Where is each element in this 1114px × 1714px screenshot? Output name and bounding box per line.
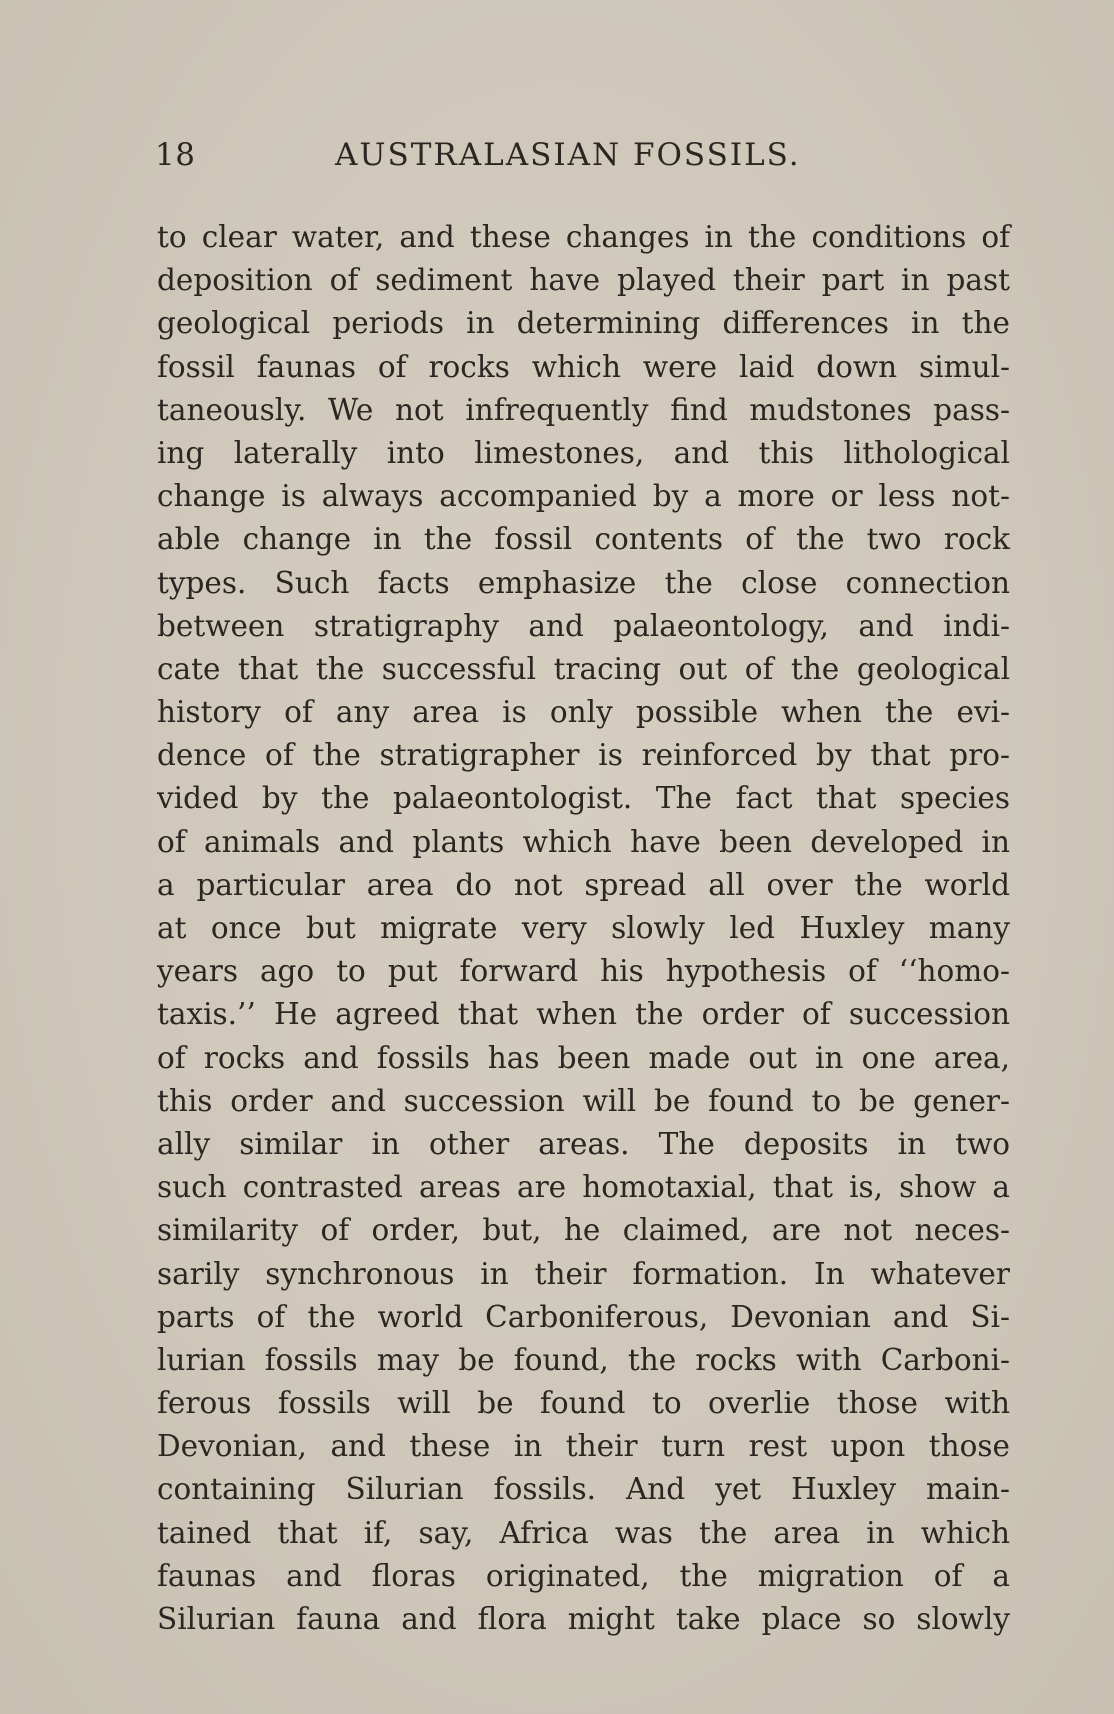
text-line: able change in the fossil contents of the two rock — [157, 522, 1010, 557]
text-line: years ago to put forward his hypothesis of ‘‘homo- — [157, 954, 1010, 989]
text-line: between stratigraphy and palaeontology, and indi- — [157, 608, 1010, 643]
running-title: AUSTRALASIAN FOSSILS. — [335, 137, 801, 173]
text-line: history of any area is only possible when the evi- — [157, 695, 1010, 730]
text-line: Silurian fauna and flora might take place so slowly — [157, 1602, 1010, 1636]
body-text — [157, 216, 1010, 1641]
page-header — [155, 137, 1015, 181]
text-line: tained that if, say, Africa was the area in which — [157, 1515, 1010, 1550]
text-line: ing laterally into limestones, and this lithological — [157, 435, 1010, 470]
text-line: containing Silurian fossils. And yet Huxley main- — [157, 1472, 1010, 1507]
text-line: dence of the stratigrapher is reinforced by that pro- — [157, 738, 1010, 773]
page-number: 18 — [155, 137, 196, 173]
text-line: similarity of order, but, he claimed, are not neces- — [157, 1213, 1010, 1248]
text-line: to clear water, and these changes in the conditions of — [157, 220, 1010, 254]
text-line: deposition of sediment have played their part in past — [157, 263, 1010, 298]
text-line: ally similar in other areas. The deposits in two — [157, 1126, 1010, 1161]
text-line: taxis.’’ He agreed that when the order of succession — [157, 997, 1010, 1032]
text-line: change is always accompanied by a more or less not- — [157, 479, 1010, 514]
text-line: this order and succession will be found to be gener- — [157, 1083, 1010, 1118]
text-line: sarily synchronous in their formation. In whatever — [157, 1256, 1010, 1291]
text-line: of animals and plants which have been developed in — [157, 824, 1010, 859]
text-line: ferous fossils will be found to overlie those with — [157, 1386, 1010, 1421]
text-line: lurian fossils may be found, the rocks with Carboni- — [157, 1342, 1010, 1377]
text-line: geological periods in determining differences in the — [157, 306, 1010, 341]
text-line: of rocks and fossils has been made out in one area, — [157, 1040, 1010, 1075]
text-line: such contrasted areas are homotaxial, that is, show a — [157, 1170, 1010, 1205]
text-line: fossil faunas of rocks which were laid down simul- — [157, 349, 1010, 384]
text-line: taneously. We not infrequently find mudstones pass- — [157, 392, 1010, 427]
text-line: faunas and floras originated, the migration of a — [157, 1558, 1010, 1593]
text-line: a particular area do not spread all over the world — [157, 867, 1010, 902]
text-line: Devonian, and these in their turn rest upon those — [157, 1429, 1010, 1464]
text-line: cate that the successful tracing out of the geological — [157, 651, 1010, 686]
text-line: types. Such facts emphasize the close connection — [157, 565, 1010, 600]
text-line: parts of the world Carboniferous, Devonian and Si- — [157, 1299, 1010, 1334]
text-line: vided by the palaeontologist. The fact that species — [157, 781, 1010, 816]
text-line: at once but migrate very slowly led Huxley many — [157, 911, 1010, 945]
